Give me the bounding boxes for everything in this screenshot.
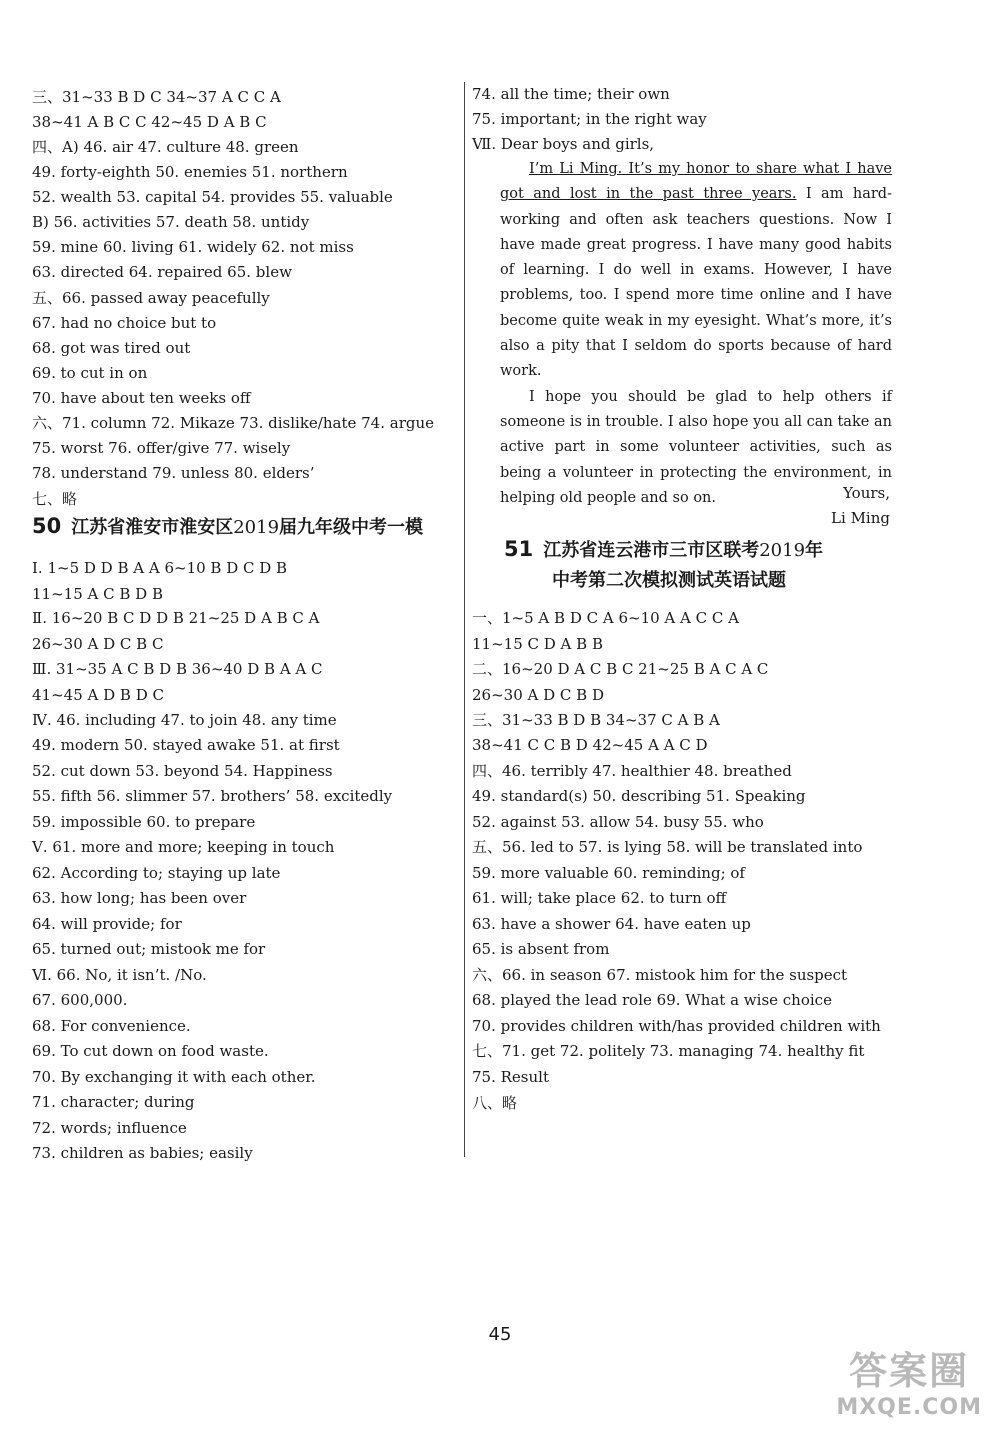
answer-line: 71. character; during bbox=[32, 1093, 195, 1111]
answer-line: 68. For convenience. bbox=[32, 1017, 191, 1035]
answer-line: 72. words; influence bbox=[32, 1119, 187, 1137]
answer-line: 49. forty-eighth 50. enemies 51. northern bbox=[32, 163, 348, 181]
answer-line: Ⅶ. Dear boys and girls, bbox=[472, 135, 655, 153]
answer-line: 70. By exchanging it with each other. bbox=[32, 1068, 316, 1086]
answer-line: Ⅳ. 46. including 47. to join 48. any time bbox=[32, 711, 337, 729]
answer-line: 65. is absent from bbox=[472, 940, 610, 958]
answer-line: Ⅴ. 61. more and more; keeping in touch bbox=[32, 838, 335, 856]
answer-line: 38~41 C C B D 42~45 A A C D bbox=[472, 736, 708, 754]
answer-line: 63. have a shower 64. have eaten up bbox=[472, 915, 751, 933]
answer-line: 52. against 53. allow 54. busy 55. who bbox=[472, 813, 764, 831]
answer-line: 五、56. led to 57. is lying 58. will be translated into bbox=[472, 838, 863, 856]
answer-line: 三、31~33 B D B 34~37 C A B A bbox=[472, 711, 720, 729]
section-heading-50: 50 江苏省淮安市淮安区2019届九年级中考一模 bbox=[32, 514, 424, 538]
answer-line: Ⅰ. 1~5 D D B A A 6~10 B D C D B bbox=[32, 559, 288, 577]
answer-line: 52. cut down 53. beyond 54. Happiness bbox=[32, 762, 333, 780]
answer-line: 38~41 A B C C 42~45 D A B C bbox=[32, 113, 267, 131]
letter-closing: Yours, bbox=[843, 484, 890, 502]
answer-line: 75. important; in the right way bbox=[472, 110, 707, 128]
essay-paragraph: I hope you should be glad to help others if someone is in trouble. I also hope you all can take an active part in some volunteer activities, such as being a volunteer in protecting the environment, in helping old people and so on. bbox=[500, 388, 892, 506]
section-subheading-51: 中考第二次模拟测试英语试题 bbox=[552, 570, 786, 591]
answer-line: 一、1~5 A B D C A 6~10 A A C C A bbox=[472, 609, 739, 627]
answer-line: 41~45 A D B D C bbox=[32, 686, 164, 704]
answer-line: 26~30 A D C B C bbox=[32, 635, 164, 653]
answer-line: 73. children as babies; easily bbox=[32, 1144, 253, 1162]
answer-line: 69. to cut in on bbox=[32, 364, 148, 382]
answer-line: 六、71. column 72. Mikaze 73. dislike/hate 74. argue bbox=[32, 414, 435, 432]
section-heading-51: 51 江苏省连云港市三市区联考2019年 bbox=[504, 537, 824, 561]
section-number: 50 bbox=[32, 514, 62, 538]
writing-sample bbox=[500, 157, 892, 511]
answer-line: 11~15 C D A B B bbox=[472, 635, 603, 653]
answer-line: 69. To cut down on food waste. bbox=[32, 1042, 269, 1060]
answer-line: 78. understand 79. unless 80. elders’ bbox=[32, 464, 315, 482]
answer-line: 六、66. in season 67. mistook him for the suspect bbox=[472, 966, 848, 984]
watermark-url: MXQE.COM bbox=[836, 1395, 982, 1420]
answer-line: 二、16~20 D A C B C 21~25 B A C A C bbox=[472, 660, 769, 678]
answer-line: 59. mine 60. living 61. widely 62. not miss bbox=[32, 238, 354, 256]
answer-line: 75. worst 76. offer/give 77. wisely bbox=[32, 439, 291, 457]
answer-line: 61. will; take place 62. to turn off bbox=[472, 889, 727, 907]
answer-line: 三、31~33 B D C 34~37 A C C A bbox=[32, 88, 281, 106]
answer-line: 49. modern 50. stayed awake 51. at first bbox=[32, 736, 340, 754]
answer-line: 70. provides children with/has provided children with bbox=[472, 1017, 881, 1035]
answer-line: 55. fifth 56. slimmer 57. brothers’ 58. excitedly bbox=[32, 787, 393, 805]
answer-line: 75. Result bbox=[472, 1068, 549, 1086]
answer-line: 59. more valuable 60. reminding; of bbox=[472, 864, 745, 882]
answer-line: 62. According to; staying up late bbox=[32, 864, 281, 882]
answer-line: 64. will provide; for bbox=[32, 915, 182, 933]
answer-line: 七、略 bbox=[32, 490, 78, 508]
letter-signature: Li Ming bbox=[831, 509, 890, 527]
answer-line: 11~15 A C B D B bbox=[32, 585, 163, 603]
answer-line: 八、略 bbox=[472, 1094, 518, 1112]
essay-paragraph: I’m Li Ming. It’s my honor to share what I have got and lost in the past three years. I am hard-working and often ask teachers questions. Now I have made great progress. I have many good habits of learning. I do well in exams. However, I have problems, too. I spend more time online and I have become quite weak in my eyesight. What’s more, it’s also a pity that I seldom do sports because of hard work. bbox=[500, 161, 892, 380]
answer-line: 四、A) 46. air 47. culture 48. green bbox=[32, 138, 299, 156]
answer-line: 65. turned out; mistook me for bbox=[32, 940, 266, 958]
answer-line: 68. got was tired out bbox=[32, 339, 191, 357]
underlined-sentence: I’m Li Ming. It’s my honor to share what I have got and lost in the past three years. bbox=[500, 161, 892, 203]
answer-line: 七、71. get 72. politely 73. managing 74. healthy fit bbox=[472, 1042, 865, 1060]
answer-line: 26~30 A D C B D bbox=[472, 686, 604, 704]
answer-line: 67. 600,000. bbox=[32, 991, 128, 1009]
answer-line: 四、46. terribly 47. healthier 48. breathed bbox=[472, 762, 792, 780]
answer-line: 68. played the lead role 69. What a wise choice bbox=[472, 991, 832, 1009]
answer-line: 70. have about ten weeks off bbox=[32, 389, 251, 407]
column-divider bbox=[464, 82, 465, 1157]
answer-line: 49. standard(s) 50. describing 51. Speaking bbox=[472, 787, 806, 805]
answer-line: 63. how long; has been over bbox=[32, 889, 247, 907]
answer-line: 59. impossible 60. to prepare bbox=[32, 813, 256, 831]
answer-line: 52. wealth 53. capital 54. provides 55. valuable bbox=[32, 188, 393, 206]
answer-line: Ⅱ. 16~20 B C D D B 21~25 D A B C A bbox=[32, 609, 320, 627]
page-number: 45 bbox=[488, 1324, 512, 1345]
watermark-logo bbox=[836, 1340, 982, 1420]
section-number: 51 bbox=[504, 537, 534, 561]
answer-line: Ⅲ. 31~35 A C B D B 36~40 D B A A C bbox=[32, 660, 323, 678]
answer-line: 五、66. passed away peacefully bbox=[32, 289, 270, 307]
answer-line: 74. all the time; their own bbox=[472, 85, 670, 103]
answer-line: 63. directed 64. repaired 65. blew bbox=[32, 263, 292, 281]
answer-line: Ⅵ. 66. No, it isn’t. /No. bbox=[32, 966, 207, 984]
watermark-text: 答案圈 bbox=[849, 1349, 970, 1393]
answer-line: 67. had no choice but to bbox=[32, 314, 217, 332]
answer-line: B) 56. activities 57. death 58. untidy bbox=[32, 213, 310, 231]
